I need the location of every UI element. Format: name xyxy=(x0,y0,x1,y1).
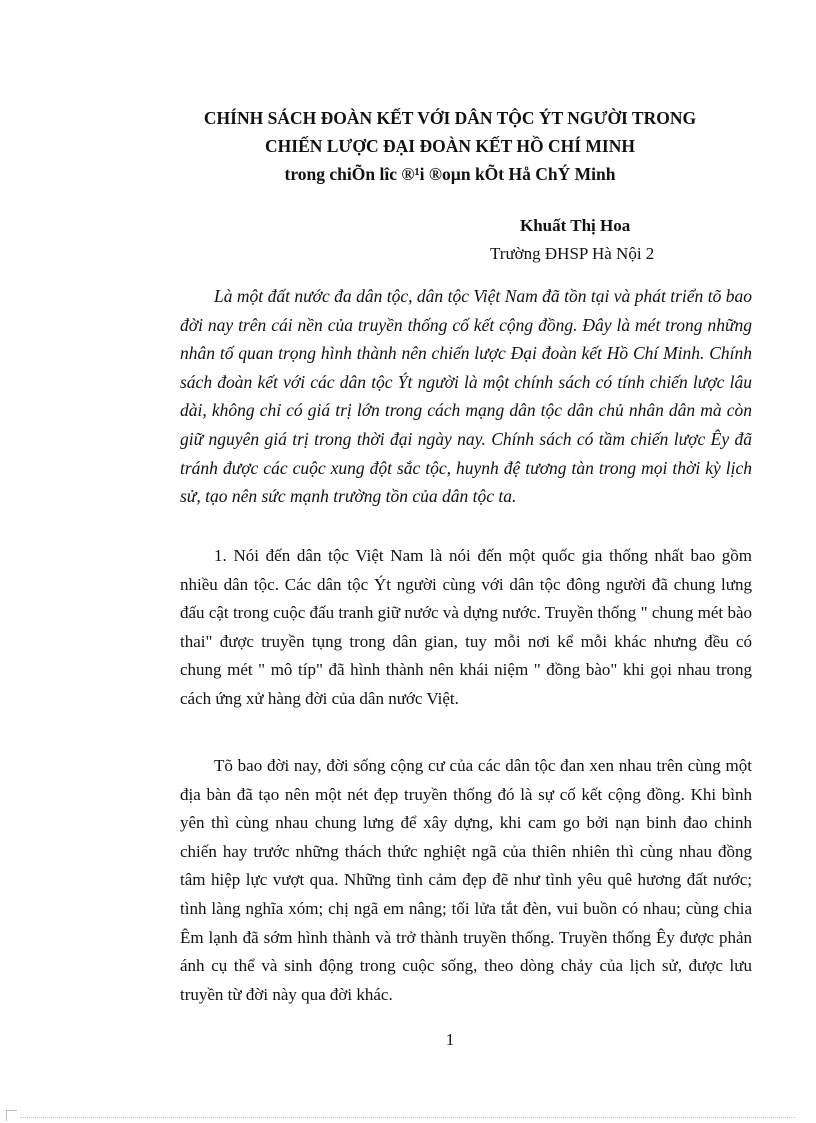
page-bottom-rule xyxy=(20,1117,796,1118)
author-affiliation: Trường ĐHSP Hà Nội 2 xyxy=(490,244,655,263)
body-paragraph-1: 1. Nói đến dân tộc Việt Nam là nói đến một quốc gia thống nhất bao gồm nhiều dân tộc. Các dân tộc Ýt người cùng với dân tộc đông người đã chung lưng đấu cật trong cuộc đấu tranh giữ nước và dựng nước. Truyền thống " chung mét bào thai" được truyền tụng trong dân gian, tuy mỗi nơi kể mỗi khác nhưng đều có chung mét " mô típ" đã hình thành nên khái niệm " đồng bào" khi gọi nhau trong cách ứng xử hàng đời của dân nước Việt. xyxy=(180,546,752,708)
body-paragraph-2: Tõ bao đời nay, đời sống cộng cư của các dân tộc đan xen nhau trên cùng một địa bàn đã tạo nên một nét đẹp truyền thống đó là sự cố kết cộng đồng. Khi bình yên thì cùng nhau chung lưng để xây dựng, khi cam go bởi nạn binh đao chinh chiến hay trước những thách thức nghiệt ngã của thiên nhiên thì cùng nhau đồng tâm hiệp lực vượt qua. Những tình cảm đẹp đẽ như tình yêu quê hương đất nước; tình làng nghĩa xóm; chị ngã em nâng; tối lửa tắt đèn, vui buồn có nhau; cùng chia Êm lạnh đã sớm hình thành và trở thành truyền thống. Truyền thống Êy được phản ánh cụ thể và sinh động trong cuộc sống, theo dòng chảy của lịch sử, được lưu truyền từ đời này qua đời khác. xyxy=(180,756,752,1004)
abstract-paragraph: Là một đất nước đa dân tộc, dân tộc Việt Nam đã tồn tại và phát triển tõ bao đời nay trên cái nền của truyền thống cố kết cộng đồng. Đây là mét trong những nhân tố quan trọng hình thành nên chiến lược Đại đoàn kết Hồ Chí Minh. Chính sách đoàn kết với các dân tộc Ýt người là một chính sách có tính chiến lược lâu dài, không chỉ có giá trị lớn trong cách mạng dân tộc dân chủ nhân dân mà còn giữ nguyên giá trị trong thời đại ngày nay. Chính sách có tầm chiến lược Êy đã tránh được các cuộc xung đột sắc tộc, huynh đệ tương tàn trong mọi thời kỳ lịch sử, tạo nên sức mạnh trường tồn của dân tộc ta. xyxy=(180,286,752,507)
title-line-1: CHÍNH SÁCH ĐOÀN KẾT VỚI DÂN TỘC ÝT NGƯỜI TRONG xyxy=(203,108,697,128)
page-corner-mark xyxy=(6,1110,17,1121)
page-number: 1 xyxy=(445,1030,455,1049)
abstract xyxy=(180,282,752,511)
title-line-3: trong chiÕn lîc ®¹i ®oµn kÕt Hå ChÝ Minh xyxy=(284,164,616,184)
author-block xyxy=(480,212,740,268)
document-title xyxy=(150,104,750,188)
body-section-2 xyxy=(180,752,752,1009)
body-section-1 xyxy=(180,542,752,714)
author-name: Khuất Thị Hoa xyxy=(520,216,631,235)
title-line-2: CHIẾN LƯỢC ĐẠI ĐOÀN KẾT HỒ CHÍ MINH xyxy=(265,136,635,156)
